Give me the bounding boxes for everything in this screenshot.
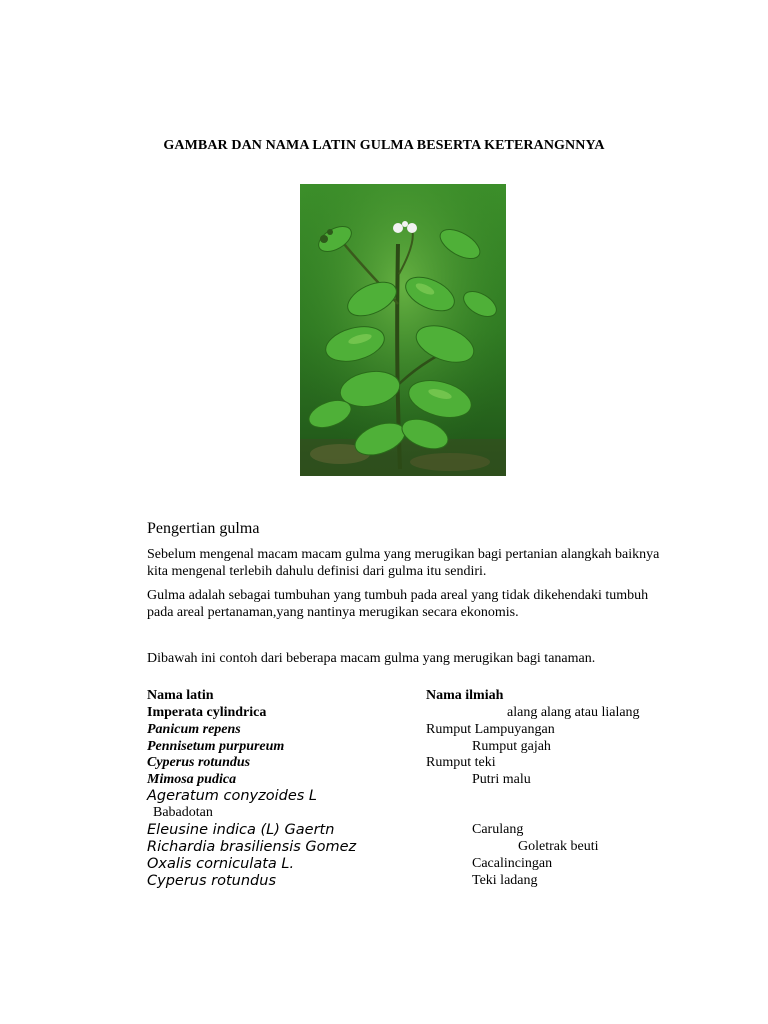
- table-row: [0, 856, 768, 873]
- common-name: Rumput teki: [426, 755, 496, 770]
- table-row-continued: [0, 805, 768, 822]
- common-name: Babadotan: [153, 805, 213, 820]
- latin-name: Pennisetum purpureum: [147, 739, 285, 754]
- common-name: Putri malu: [472, 772, 531, 787]
- latin-name: Cyperus rotundus: [147, 755, 251, 770]
- common-name: Carulang: [472, 822, 524, 837]
- latin-name: Cyperus rotundus: [147, 873, 276, 889]
- header-ilmiah: Nama ilmiah: [426, 688, 504, 703]
- paragraph-definition: Gulma adalah sebagai tumbuhan yang tumbuh pada areal yang tidak dikehendaki tumbuh pada areal pertanaman,yang nantinya merugikan secara ekonomis.: [147, 588, 649, 620]
- common-name: Teki ladang: [472, 873, 538, 888]
- table-row: [0, 755, 768, 772]
- latin-name: Oxalis corniculata L.: [147, 856, 295, 872]
- table-header: [0, 688, 768, 705]
- common-name: alang alang atau lialang: [507, 705, 640, 720]
- table-row: [0, 705, 768, 722]
- latin-name: Imperata cylindrica: [147, 705, 267, 720]
- paragraph-examples: Dibawah ini contoh dari beberapa macam gulma yang merugikan bagi tanaman.: [147, 651, 596, 666]
- common-name: Goletrak beuti: [518, 839, 599, 854]
- latin-name: Ageratum conyzoides L: [147, 788, 317, 804]
- common-name: Cacalincingan: [472, 856, 553, 871]
- latin-name: Mimosa pudica: [147, 772, 237, 787]
- latin-name: Richardia brasiliensis Gomez: [147, 839, 357, 855]
- weed-plant-photo: [300, 184, 506, 476]
- table-row: [0, 822, 768, 839]
- common-name: Rumput Lampuyangan: [426, 722, 555, 737]
- paragraph-intro: Sebelum mengenal macam macam gulma yang merugikan bagi pertanian alangkah baiknya kita mengenal terlebih dahulu definisi dari gulma itu sendiri.: [147, 547, 660, 579]
- table-row: [0, 839, 768, 856]
- header-latin: Nama latin: [147, 688, 214, 703]
- latin-name: Eleusine indica (L) Gaertn: [147, 822, 335, 838]
- common-name: Rumput gajah: [472, 739, 551, 754]
- table-row: [0, 739, 768, 756]
- table-row: [0, 722, 768, 739]
- document-title: GAMBAR DAN NAMA LATIN GULMA BESERTA KETERANGNNYA: [163, 138, 605, 153]
- table-row: [0, 772, 768, 789]
- table-row: [0, 873, 768, 890]
- section-heading: Pengertian gulma: [147, 520, 260, 537]
- latin-name: Panicum repens: [147, 722, 241, 737]
- table-row: [0, 788, 768, 805]
